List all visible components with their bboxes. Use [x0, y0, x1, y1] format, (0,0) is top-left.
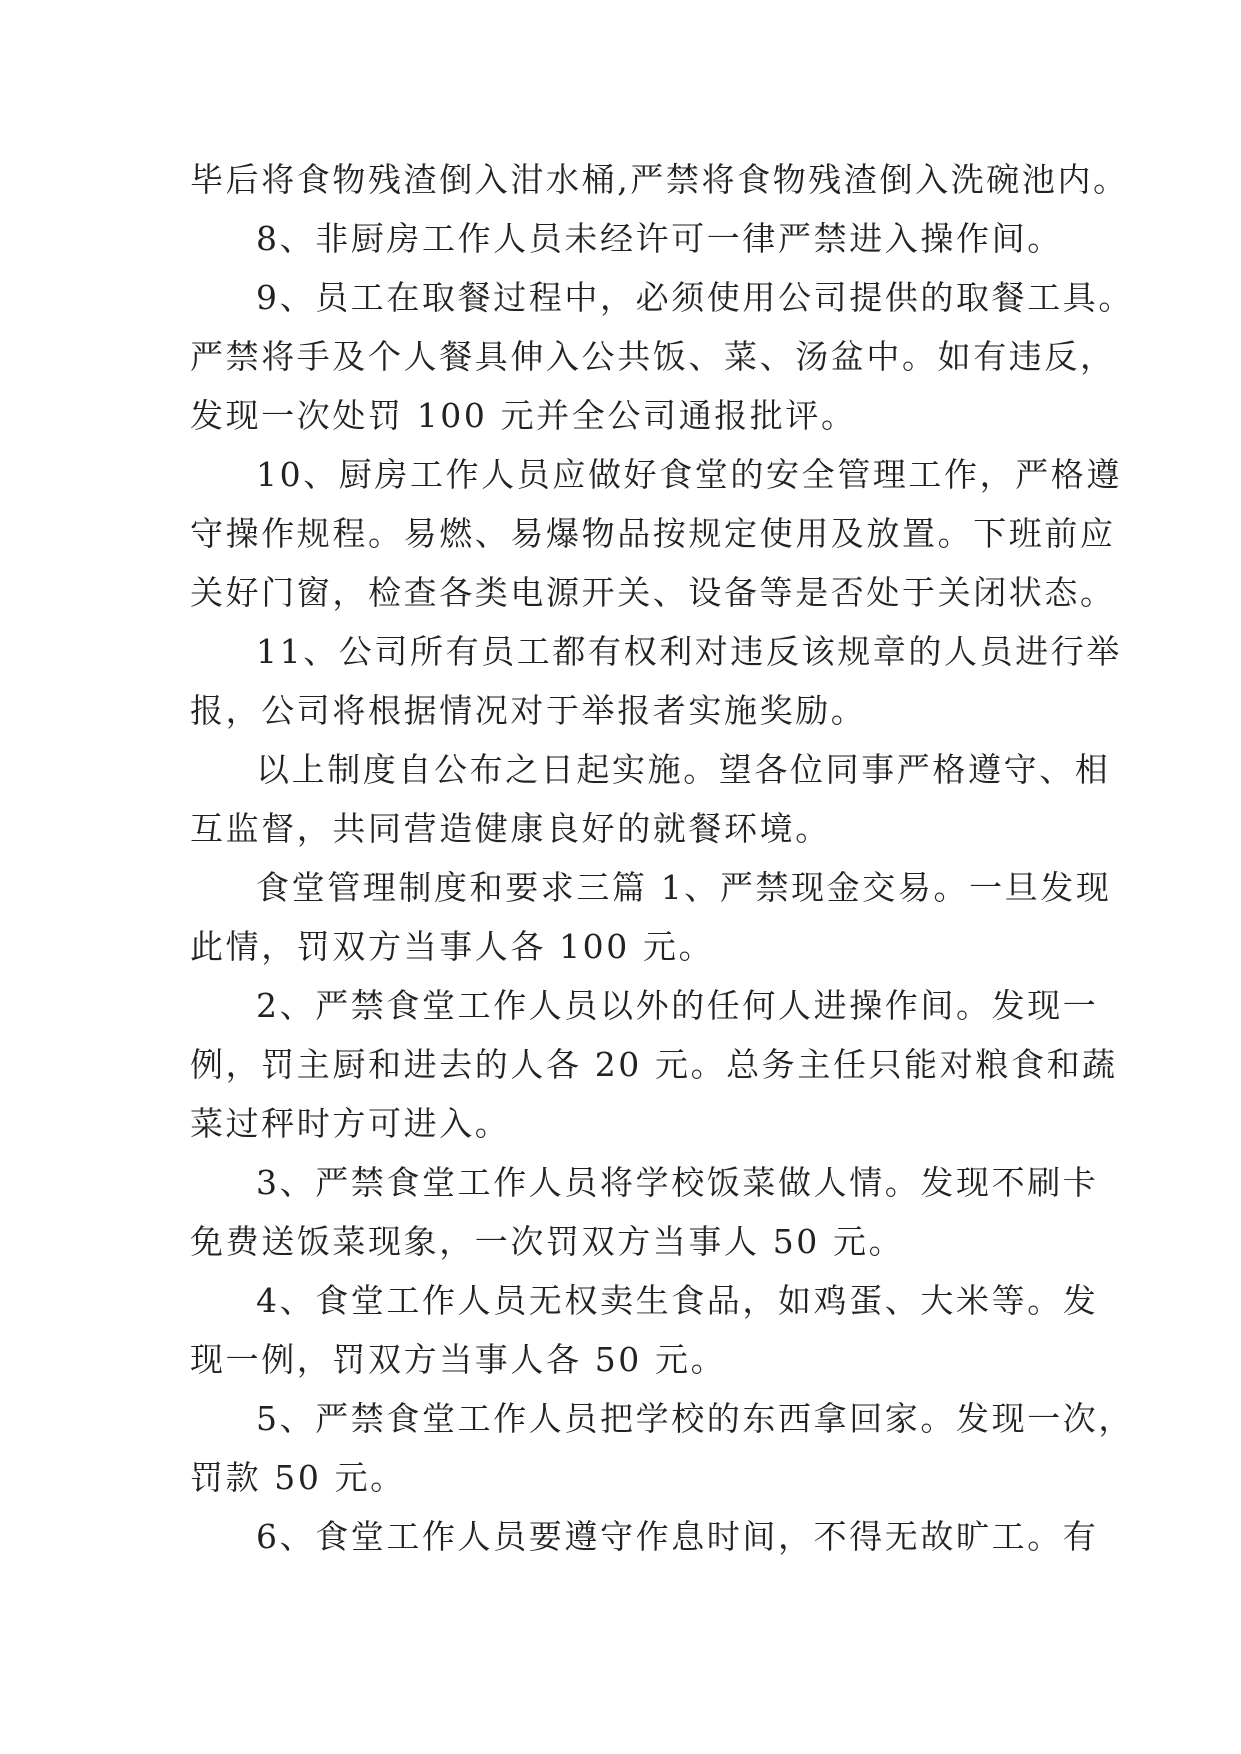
text-line: 关好门窗，检查各类电源开关、设备等是否处于关闭状态。 [190, 573, 1116, 612]
text-line: 此情，罚双方当事人各 100 元。 [190, 927, 715, 966]
text-line: 严禁将手及个人餐具伸入公共饭、菜、汤盆中。如有违反， [190, 337, 1116, 376]
document-body [190, 150, 1134, 1566]
text-line: 互监督，共同营造健康良好的就餐环境。 [190, 809, 831, 848]
text-line: 食堂管理制度和要求三篇 1、严禁现金交易。一旦发现 [256, 868, 1112, 907]
text-line: 2、严禁食堂工作人员以外的任何人进操作间。发现一 [256, 986, 1099, 1025]
text-line: 报，公司将根据情况对于举报者实施奖励。 [190, 691, 867, 730]
text-line: 6、食堂工作人员要遵守作息时间，不得无故旷工。有 [256, 1517, 1099, 1556]
text-line: 以上制度自公布之日起实施。望各位同事严格遵守、相 [256, 750, 1111, 789]
text-line: 4、食堂工作人员无权卖生食品，如鸡蛋、大米等。发 [256, 1281, 1099, 1320]
text-line: 5、严禁食堂工作人员把学校的东西拿回家。发现一次， [256, 1399, 1134, 1438]
text-line: 11、公司所有员工都有权利对违反该规章的人员进行举 [256, 632, 1122, 671]
text-line: 3、严禁食堂工作人员将学校饭菜做人情。发现不刷卡 [256, 1163, 1099, 1202]
text-line: 罚款 50 元。 [190, 1458, 406, 1497]
text-line: 8、非厨房工作人员未经许可一律严禁进入操作间。 [256, 219, 1063, 258]
text-line: 9、员工在取餐过程中，必须使用公司提供的取餐工具。 [256, 278, 1134, 317]
text-line: 例，罚主厨和进去的人各 20 元。总务主任只能对粮食和蔬 [190, 1045, 1118, 1084]
text-line: 毕后将食物残渣倒入泔水桶,严禁将食物残渣倒入洗碗池内。 [190, 160, 1129, 199]
text-line: 现一例，罚双方当事人各 50 元。 [190, 1340, 727, 1379]
text-line: 免费送饭菜现象，一次罚双方当事人 50 元。 [190, 1222, 905, 1261]
text-line: 发现一次处罚 100 元并全公司通报批评。 [190, 396, 857, 435]
text-line: 守操作规程。易燃、易爆物品按规定使用及放置。下班前应 [190, 514, 1116, 553]
text-line: 10、厨房工作人员应做好食堂的安全管理工作，严格遵 [256, 455, 1122, 494]
text-line: 菜过秤时方可进入。 [190, 1104, 511, 1143]
